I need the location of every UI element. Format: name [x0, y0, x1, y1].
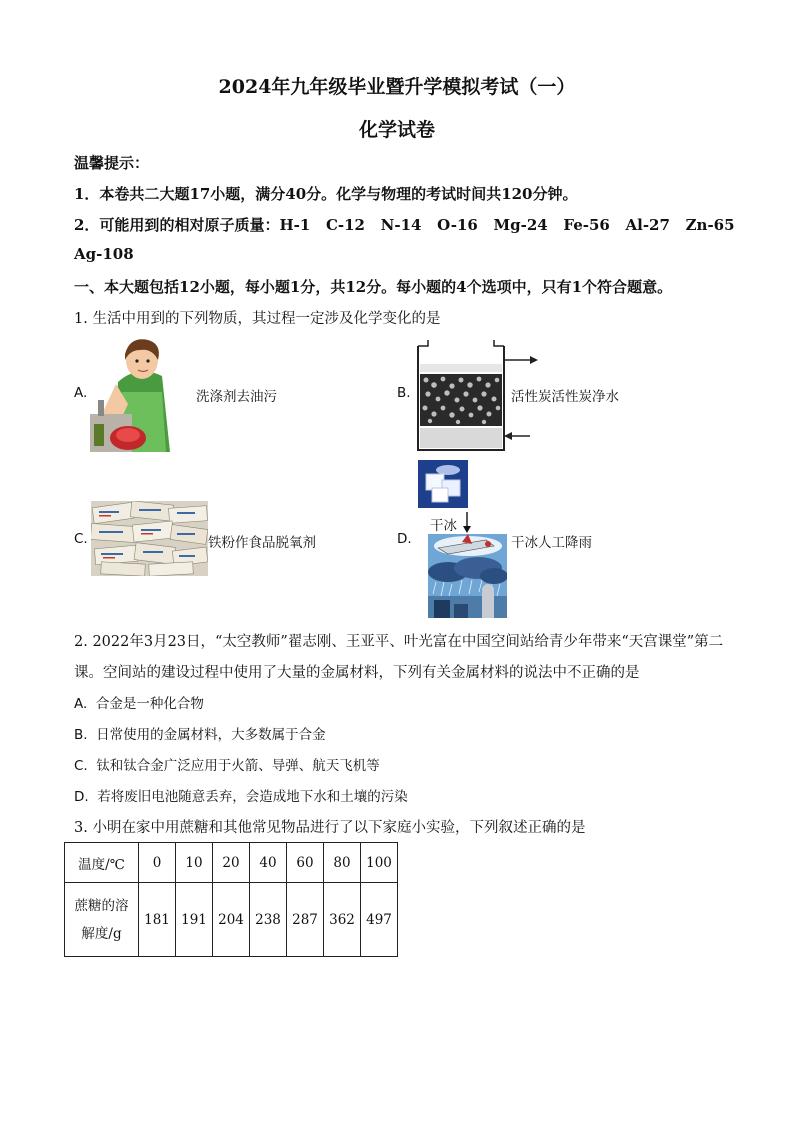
- table-cell: 60: [287, 843, 324, 883]
- table-cell: 181: [139, 883, 176, 957]
- table-cell: 191: [176, 883, 213, 957]
- down-arrow-icon: [462, 512, 472, 534]
- table-cell: 362: [324, 883, 361, 957]
- exam-title: 2024年九年级毕业暨升学模拟考试（一）: [218, 76, 576, 98]
- dishwashing-illustration: [88, 334, 196, 452]
- section-heading: 一、本大题包括12小题，每小题1分，共12分。每小题的4个选项中，只有1个符合题意。: [74, 278, 673, 296]
- table-cell: 10: [176, 843, 213, 883]
- table-cell: 204: [213, 883, 250, 957]
- dry-ice-image: [418, 460, 468, 508]
- table-cell: 287: [287, 883, 324, 957]
- table-cell: 20: [213, 843, 250, 883]
- q2-stem-line-2: 课。空间站的建设过程中使用了大量的金属材料，下列有关金属材料的说法中不正确的是: [74, 665, 640, 681]
- artificial-rain-illustration: [428, 534, 507, 618]
- tips-item-1: 1．本卷共二大题17小题，满分40分。化学与物理的考试时间共120分钟。: [74, 185, 578, 203]
- solubility-header-line-2: 解度/g: [81, 925, 122, 942]
- q1-option-c-caption: 铁粉作食品脱氧剂: [208, 535, 316, 551]
- q1-option-b-letter: B.: [397, 385, 411, 401]
- q3-stem: 3. 小明在家中用蔗糖和其他常见物品进行了以下家庭小实验，下列叙述正确的是: [74, 820, 586, 836]
- q1-option-b-caption: 活性炭活性炭净水: [511, 389, 619, 405]
- q1-option-a-letter: A.: [74, 385, 88, 401]
- table-cell: 238: [250, 883, 287, 957]
- q2-option-d: D. 若将废旧电池随意丢弃，会造成地下水和土壤的污染: [74, 789, 408, 805]
- table-row: [65, 843, 398, 883]
- q1-option-d-caption: 干冰人工降雨: [511, 535, 592, 551]
- table-cell: 497: [361, 883, 398, 957]
- q1-option-d-letter: D.: [397, 531, 412, 547]
- dry-ice-label: 干冰: [430, 518, 457, 534]
- table-header-temperature: 温度/℃: [65, 843, 139, 883]
- table-row: [65, 883, 398, 957]
- table-cell: 40: [250, 843, 287, 883]
- q2-stem-line-1: 2. 2022年3月23日，“太空教师”翟志刚、王亚平、叶光富在中国空间站给青少年带来“天宫课堂”第二: [74, 634, 724, 650]
- tips-heading: 温馨提示：: [74, 154, 150, 172]
- q1-stem: 1. 生活中用到的下列物质，其过程一定涉及化学变化的是: [74, 311, 441, 327]
- table-cell: 80: [324, 843, 361, 883]
- q2-option-c: C. 钛和钛合金广泛应用于火箭、导弹、航天飞机等: [74, 758, 380, 774]
- solubility-table: [64, 842, 398, 957]
- q1-option-a-caption: 洗涤剂去油污: [196, 389, 277, 405]
- exam-subtitle: 化学试卷: [358, 119, 435, 141]
- q1-option-c-letter: C.: [74, 531, 88, 547]
- tips-item-2-cont: Ag-108: [74, 245, 134, 263]
- solubility-header-line-1: 蔗糖的溶: [74, 897, 129, 914]
- tips-item-2: 2．可能用到的相对原子质量：H-1 C-12 N-14 O-16 Mg-24 Fe-56 Al-27 Zn-65: [74, 216, 735, 234]
- deoxidizer-packets-image: [91, 501, 208, 576]
- table-cell: 100: [361, 843, 398, 883]
- table-cell: 0: [139, 843, 176, 883]
- q2-option-b: B. 日常使用的金属材料，大多数属于合金: [74, 727, 326, 743]
- table-header-solubility: [65, 883, 139, 957]
- q2-option-a: A. 合金是一种化合物: [74, 696, 204, 712]
